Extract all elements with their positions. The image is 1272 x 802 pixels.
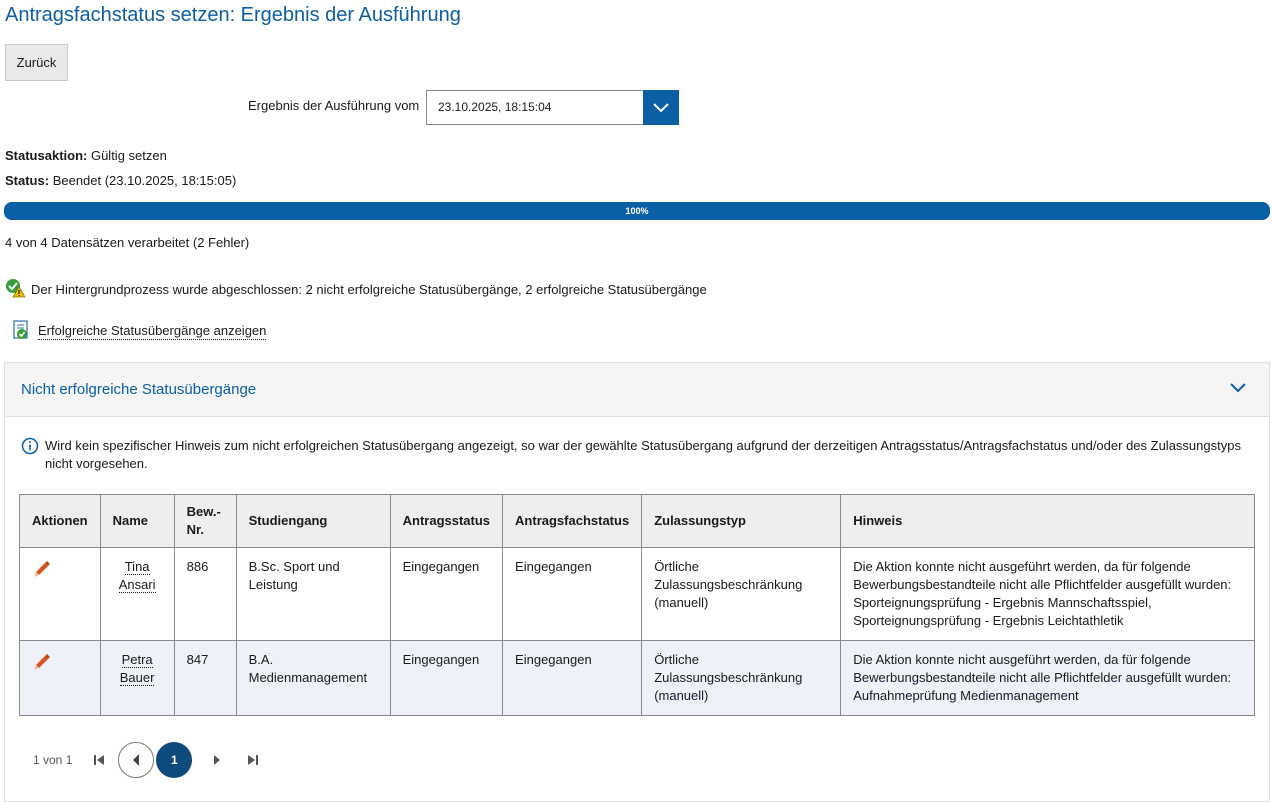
note-cell [841,641,1255,716]
failed-transitions-panel [4,362,1270,802]
info-text: Wird kein spezifischer Hinweis zum nicht erfolgreichen Statusübergang angezeigt, so war der gewählte Statusübergang aufgrund der derzeitigen Antragsstatus/Antragsfachstatus und/oder des Zulassungstyps nicht vorgesehen. [45,438,1241,471]
number-cell: 847 [174,641,236,716]
back-button[interactable]: Zurück [5,44,68,81]
status-value: Beendet (23.10.2025, 18:15:05) [52,173,237,188]
subject-status-cell: Eingegangen [503,548,642,641]
pagination-summary: 1 von 1 [33,753,73,767]
edit-icon[interactable] [32,659,52,674]
status-action-value: Gültig setzen [90,148,167,163]
application-status-cell: Eingegangen [390,641,502,716]
chevron-down-icon[interactable] [1229,382,1247,397]
applicant-first-name[interactable]: Petra [121,652,153,667]
pagination [33,742,266,778]
edit-icon[interactable] [32,566,52,581]
info-message [21,437,1251,473]
records-processed: 4 von 4 Datensätzen verarbeitet (2 Fehler) [5,235,250,250]
table-row [20,641,1255,716]
result-date-label: Ergebnis der Ausführung vom [248,98,420,113]
failed-panel-title: Nicht erfolgreiche Statusübergänge [21,381,257,398]
table-row [20,548,1255,641]
col-name: Name [100,495,174,548]
admission-type-cell: Örtliche Zulassungsbeschränkung (manuell) [642,548,841,641]
actions-cell [20,641,101,716]
result-date-select[interactable] [426,90,679,125]
note-item: Sporteignungsprüfung - Ergebnis Leichtathletik [853,613,1124,628]
result-date-value: 23.10.2025, 18:15:04 [438,100,552,114]
actions-cell [20,548,101,641]
page-title: Antragsfachstatus setzen: Ergebnis der Ausführung [5,4,461,26]
progress-text: 100% [625,206,649,216]
name-cell[interactable] [100,548,174,641]
last-page-icon[interactable] [240,753,266,767]
name-cell[interactable] [100,641,174,716]
col-admission-type: Zulassungstyp [642,495,841,548]
col-application-status: Antragsstatus [390,495,502,548]
info-icon [21,437,39,473]
number-cell: 886 [174,548,236,641]
status-action-label: Statusaktion: [5,148,88,163]
col-number: Bew.-Nr. [174,495,236,548]
status-action-line [5,148,167,163]
failed-panel-header[interactable] [5,363,1269,417]
note-item: Sporteignungsprüfung - Ergebnis Mannschaftsspiel, [853,595,1152,610]
col-note: Hinweis [841,495,1255,548]
applicant-last-name[interactable]: Ansari [118,577,156,592]
show-successful-link-text[interactable]: Erfolgreiche Statusübergänge anzeigen [38,323,267,338]
applicant-last-name[interactable]: Bauer [119,670,155,685]
note-cell [841,548,1255,641]
previous-page-button[interactable] [118,742,154,778]
applicant-first-name[interactable]: Tina [124,559,150,574]
completion-notice [5,278,707,301]
application-status-cell: Eingegangen [390,548,502,641]
next-page-icon[interactable] [204,753,230,767]
program-cell: B.A. Medienmanagement [236,641,390,716]
note-text: Die Aktion konnte nicht ausgeführt werden, da für folgende Bewerbungsbestandteile nicht alle Pflichtfelder ausgefüllt wurden: [853,559,1232,592]
status-line [5,173,236,188]
table-header-row [20,495,1255,548]
admission-type-cell: Örtliche Zulassungsbeschränkung (manuell) [642,641,841,716]
col-subject-status: Antragsfachstatus [503,495,642,548]
show-successful-link[interactable] [12,320,266,343]
first-page-icon[interactable] [86,753,112,767]
failed-transitions-table [19,494,1255,716]
completion-notice-text: Der Hintergrundprozess wurde abgeschlossen: 2 nicht erfolgreiche Statusübergänge, 2 erfolgreiche Statusübergänge [31,282,707,297]
page-1-button[interactable]: 1 [156,742,192,778]
progress-bar [4,202,1270,220]
program-cell: B.Sc. Sport und Leistung [236,548,390,641]
chevron-down-icon[interactable] [643,90,679,125]
subject-status-cell: Eingegangen [503,641,642,716]
document-check-icon [12,320,32,343]
col-actions: Aktionen [20,495,101,548]
note-text: Die Aktion konnte nicht ausgeführt werden, da für folgende Bewerbungsbestandteile nicht alle Pflichtfelder ausgefüllt wurden: [853,652,1232,685]
col-program: Studiengang [236,495,390,548]
note-item: Aufnahmeprüfung Medienmanagement [853,688,1079,703]
status-label: Status: [5,173,50,188]
check-warning-icon [5,278,25,301]
